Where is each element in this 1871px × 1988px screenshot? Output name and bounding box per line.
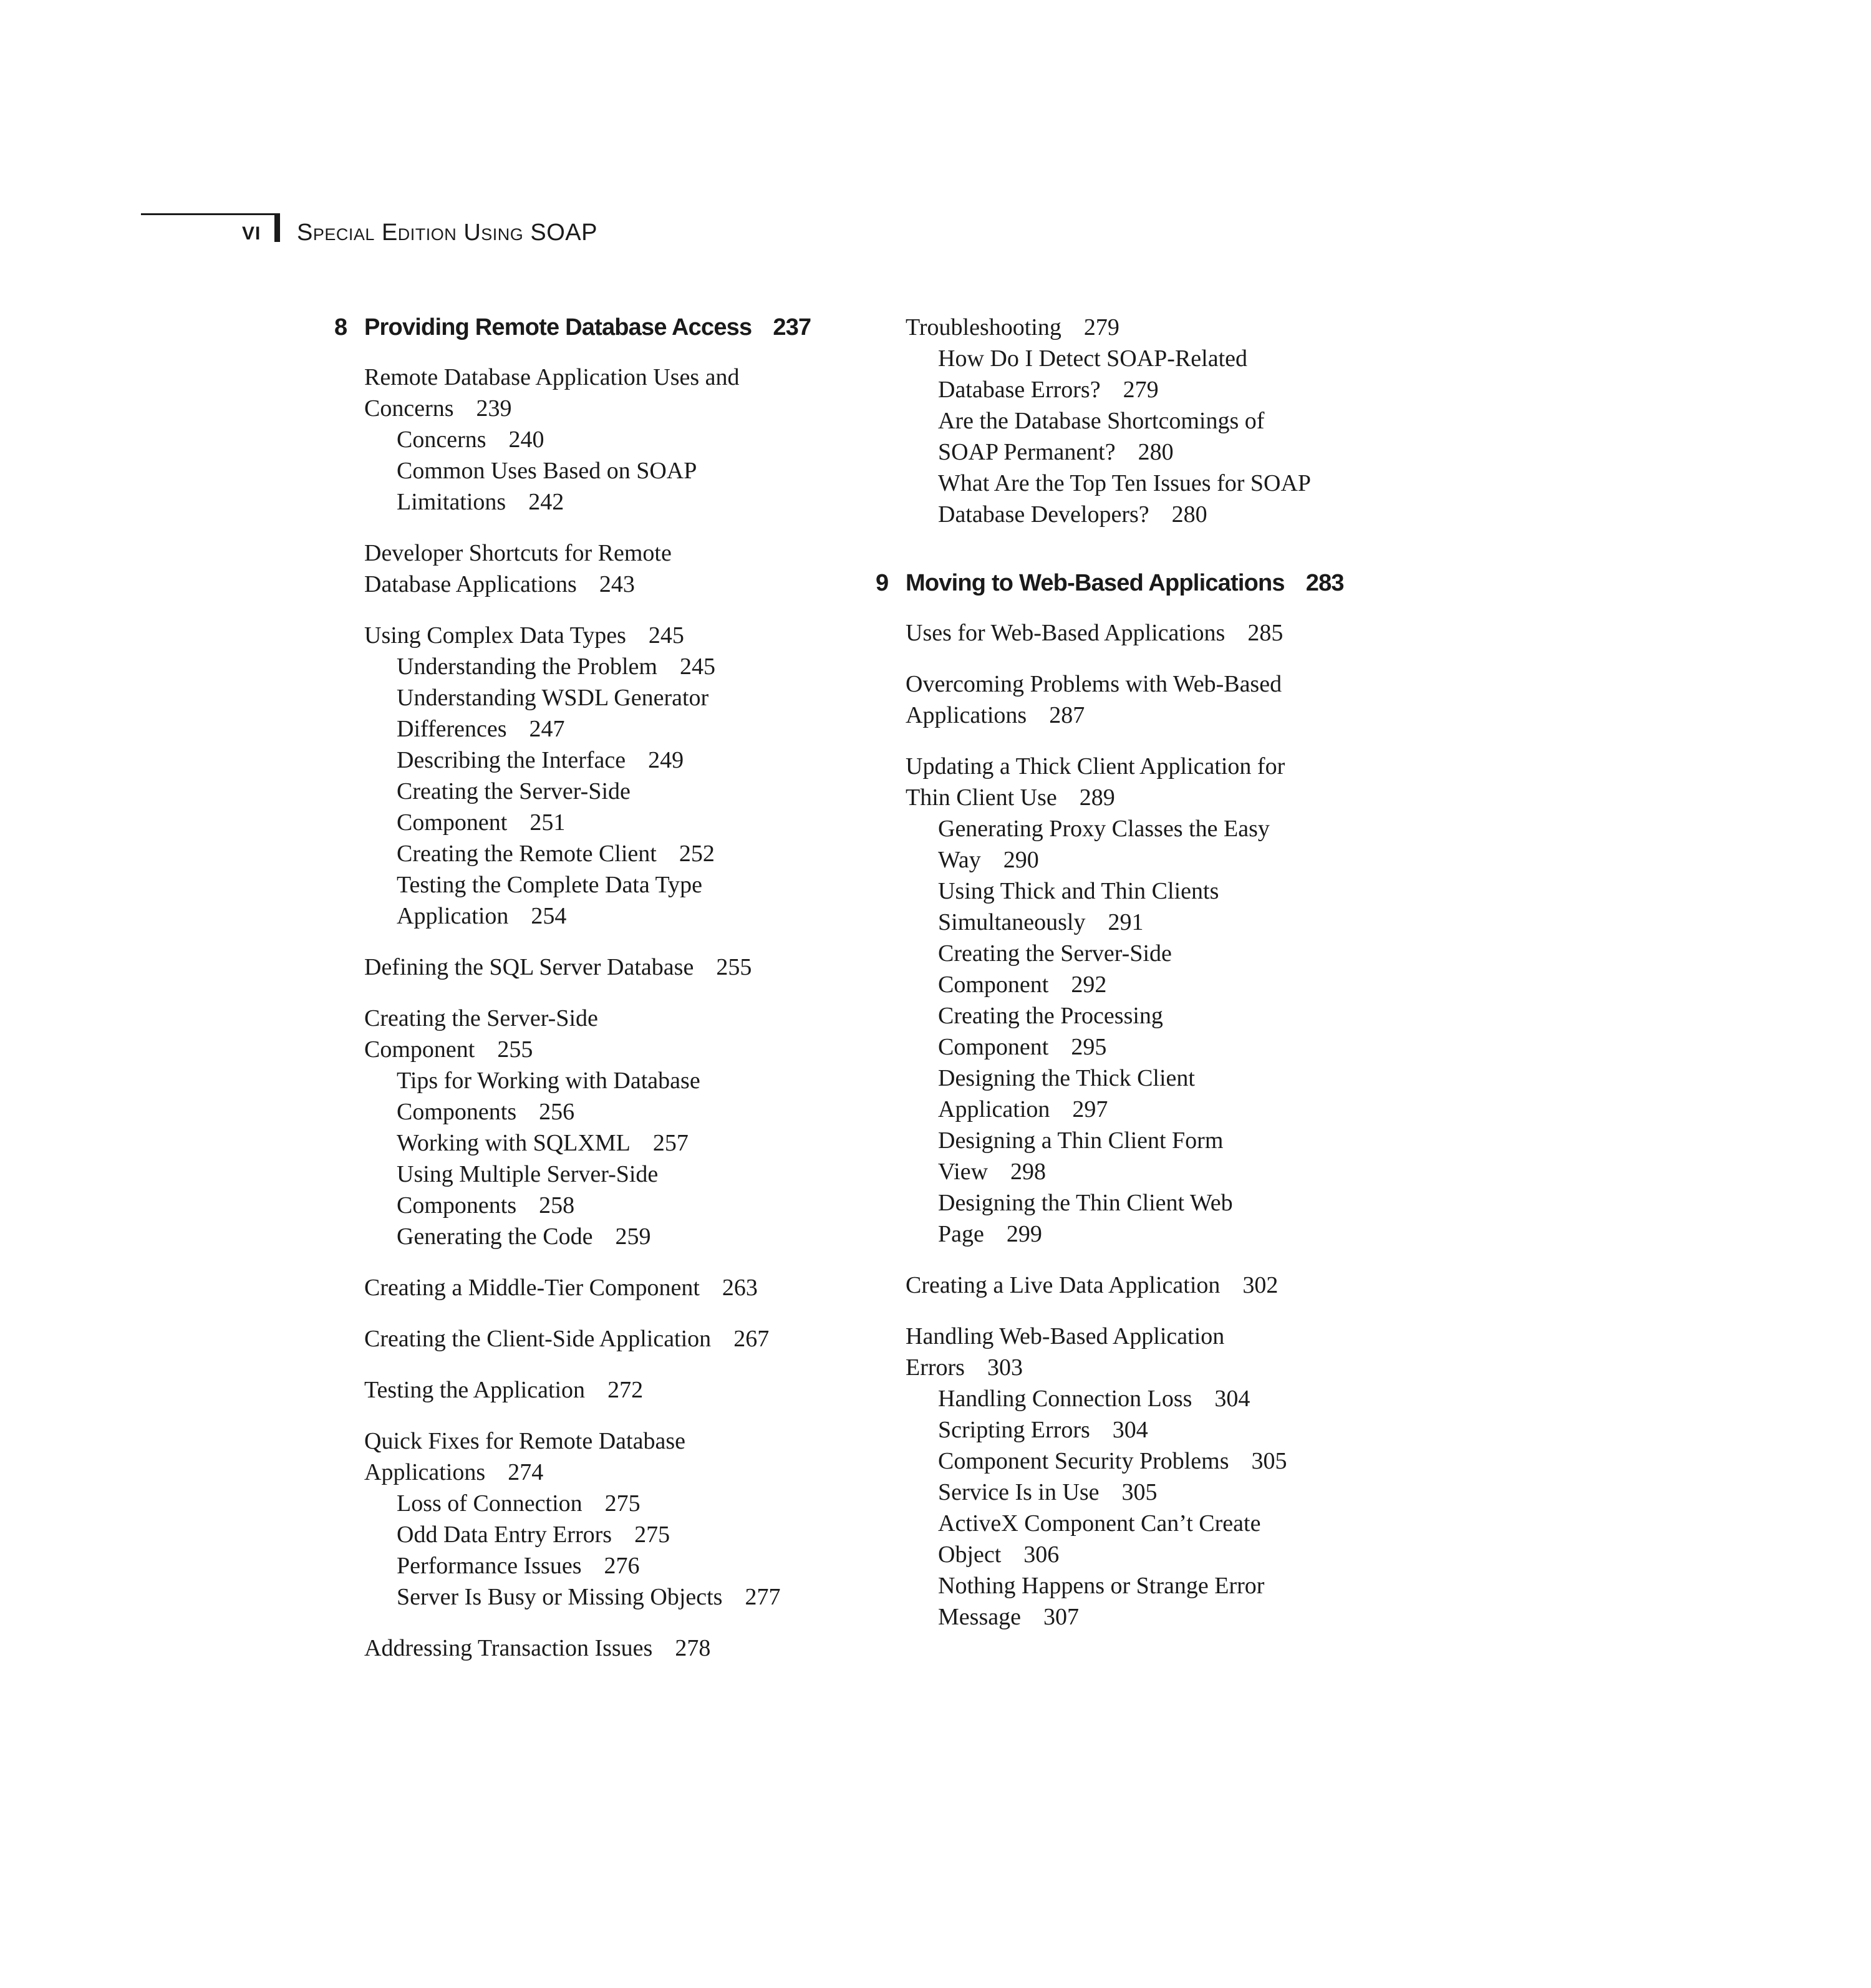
- entry-page-number: 279: [1123, 377, 1159, 403]
- entry-page-number: 259: [615, 1223, 651, 1250]
- toc-section-entry: [334, 1374, 833, 1406]
- toc-subsection-entry: [334, 1127, 833, 1159]
- entry-page-number: 255: [716, 954, 752, 980]
- entry-text: Scripting Errors: [938, 1417, 1090, 1443]
- entry-page-number: 305: [1251, 1448, 1287, 1474]
- entry-text: Loss of Connection: [397, 1490, 583, 1517]
- toc-section-entry: [334, 1323, 833, 1354]
- entry-page-number: 243: [599, 571, 635, 597]
- entry-text: Creating the Server-Side: [397, 778, 631, 804]
- entry-text: Creating the Server-Side: [364, 1005, 598, 1031]
- entry-text: Creating the Remote Client: [397, 841, 657, 867]
- entry-text: Creating a Middle-Tier Component: [364, 1275, 700, 1301]
- entry-text: Creating the Client-Side Application: [364, 1326, 712, 1352]
- entry-page-number: 257: [652, 1130, 689, 1156]
- toc-subsection-entry: [334, 682, 833, 745]
- entry-text: Page: [938, 1221, 984, 1247]
- entry-text: Designing the Thin Client Web: [938, 1190, 1233, 1216]
- entry-text: ActiveX Component Can’t Create: [938, 1510, 1261, 1537]
- entry-text: Application: [938, 1096, 1050, 1122]
- entry-page-number: 258: [539, 1192, 575, 1218]
- entry-text: Developer Shortcuts for Remote: [364, 540, 672, 566]
- entry-text: Server Is Busy or Missing Objects: [397, 1584, 723, 1610]
- entry-text: Using Multiple Server-Side: [397, 1161, 659, 1187]
- entry-page-number: 245: [648, 622, 684, 649]
- toc-subsection-entry: [334, 1159, 833, 1221]
- entry-page-number: 291: [1108, 909, 1144, 935]
- entry-page-number: 240: [508, 427, 544, 453]
- entry-text: Components: [397, 1099, 517, 1125]
- toc-section-entry: [334, 1272, 833, 1303]
- toc-subsection-entry: [876, 1508, 1375, 1570]
- entry-page-number: 280: [1138, 439, 1174, 465]
- entry-page-number: 302: [1242, 1272, 1279, 1298]
- entry-text: Understanding the Problem: [397, 654, 657, 680]
- entry-text: Common Uses Based on SOAP: [397, 458, 697, 484]
- entry-text: Quick Fixes for Remote Database: [364, 1428, 685, 1454]
- entry-page-number: 298: [1010, 1159, 1047, 1185]
- chapter-heading: [334, 312, 833, 343]
- entry-text: Odd Data Entry Errors: [397, 1522, 612, 1548]
- entry-page-number: 287: [1049, 702, 1085, 728]
- entry-page-number: 295: [1071, 1034, 1107, 1060]
- entry-text: Addressing Transaction Issues: [364, 1635, 653, 1661]
- entry-text: Simultaneously: [938, 909, 1086, 935]
- entry-text: Nothing Happens or Strange Error: [938, 1573, 1265, 1599]
- toc-section-entry: [334, 1633, 833, 1664]
- entry-page-number: 279: [1083, 314, 1119, 340]
- chapter-number: 8: [334, 314, 347, 340]
- entry-text: Working with SQLXML: [397, 1130, 631, 1156]
- entry-page-number: 304: [1112, 1417, 1148, 1443]
- entry-text: Creating the Server-Side: [938, 940, 1172, 967]
- toc-entry-list: [876, 312, 1375, 530]
- toc-section-entry: [334, 1426, 833, 1488]
- entry-text: Are the Database Shortcomings of: [938, 408, 1265, 434]
- toc-subsection-entry: [876, 1383, 1375, 1414]
- entry-page-number: 252: [679, 841, 715, 867]
- entry-text: Overcoming Problems with Web-Based: [906, 671, 1282, 697]
- entry-text: Database Applications: [364, 571, 577, 597]
- toc-subsection-entry: [876, 1063, 1375, 1125]
- entry-text: Performance Issues: [397, 1553, 582, 1579]
- chapter-title: Moving to Web-Based Applications: [906, 570, 1285, 596]
- entry-text: Component: [938, 1034, 1049, 1060]
- toc-subsection-entry: [876, 813, 1375, 876]
- entry-page-number: 307: [1043, 1604, 1079, 1630]
- entry-text: SOAP Permanent?: [938, 439, 1116, 465]
- entry-page-number: 247: [529, 716, 565, 742]
- entry-page-number: 299: [1006, 1221, 1042, 1247]
- toc-section-entry: [334, 620, 833, 651]
- entry-text: Concerns: [364, 395, 454, 422]
- entry-text: Applications: [906, 702, 1027, 728]
- entry-text: Concerns: [397, 427, 486, 453]
- toc-subsection-entry: [876, 938, 1375, 1000]
- chapter-heading: [876, 567, 1375, 599]
- entry-page-number: 306: [1023, 1542, 1060, 1568]
- toc-subsection-entry: [876, 876, 1375, 938]
- entry-page-number: 255: [497, 1036, 533, 1063]
- entry-page-number: 239: [476, 395, 512, 422]
- entry-text: Object: [938, 1542, 1002, 1568]
- toc-subsection-entry: [334, 1065, 833, 1127]
- entry-text: Way: [938, 847, 981, 873]
- entry-text: Message: [938, 1604, 1021, 1630]
- entry-text: Database Errors?: [938, 377, 1101, 403]
- entry-text: Handling Web-Based Application: [906, 1323, 1225, 1349]
- chapter-page: 237: [773, 314, 811, 340]
- toc-subsection-entry: [334, 869, 833, 932]
- toc-section-entry: [876, 617, 1375, 649]
- entry-text: Thin Client Use: [906, 784, 1057, 811]
- entry-page-number: 267: [733, 1326, 770, 1352]
- entry-text: Uses for Web-Based Applications: [906, 620, 1226, 646]
- toc-subsection-entry: [876, 1445, 1375, 1477]
- entry-text: Designing the Thick Client: [938, 1065, 1195, 1091]
- entry-text: Application: [397, 903, 509, 929]
- chapter-number: 9: [876, 570, 889, 596]
- entry-text: Creating the Processing: [938, 1003, 1163, 1029]
- entry-page-number: 242: [528, 489, 564, 515]
- toc-subsection-entry: [876, 468, 1375, 530]
- toc-subsection-entry: [876, 405, 1375, 468]
- entry-text: Using Thick and Thin Clients: [938, 878, 1219, 904]
- toc-subsection-entry: [876, 1125, 1375, 1187]
- entry-page-number: 245: [679, 654, 715, 680]
- toc-subsection-entry: [334, 455, 833, 518]
- entry-text: Testing the Application: [364, 1377, 586, 1403]
- entry-text: Testing the Complete Data Type: [397, 872, 702, 898]
- entry-page-number: 272: [607, 1377, 644, 1403]
- toc-subsection-entry: [334, 1550, 833, 1581]
- chapter-page: 283: [1305, 570, 1344, 596]
- entry-text: Using Complex Data Types: [364, 622, 626, 649]
- entry-page-number: 303: [987, 1354, 1023, 1381]
- header-rule: [141, 213, 279, 215]
- toc-subsection-entry: [876, 1477, 1375, 1508]
- entry-text: View: [938, 1159, 989, 1185]
- entry-page-number: 251: [529, 809, 566, 836]
- entry-text: Errors: [906, 1354, 965, 1381]
- toc-section-entry: [876, 312, 1375, 343]
- toc-subsection-entry: [334, 1488, 833, 1519]
- toc-subsection-entry: [334, 1221, 833, 1252]
- entry-page-number: 280: [1171, 501, 1207, 528]
- entry-text: Component: [938, 972, 1049, 998]
- entry-page-number: 275: [634, 1522, 670, 1548]
- entry-text: Designing a Thin Client Form: [938, 1127, 1224, 1154]
- entry-text: How Do I Detect SOAP-Related: [938, 345, 1248, 372]
- entry-text: What Are the Top Ten Issues for SOAP: [938, 470, 1312, 496]
- entry-text: Describing the Interface: [397, 747, 626, 773]
- entry-page-number: 277: [745, 1584, 781, 1610]
- entry-page-number: 254: [531, 903, 567, 929]
- entry-page-number: 276: [604, 1553, 640, 1579]
- entry-page-number: 278: [675, 1635, 711, 1661]
- toc-section-entry: [334, 952, 833, 983]
- entry-page-number: 285: [1247, 620, 1284, 646]
- entry-text: Component: [397, 809, 508, 836]
- running-head-title: Special Edition Using SOAP: [297, 220, 597, 246]
- toc-subsection-entry: [876, 343, 1375, 405]
- toc-subsection-entry: [876, 1187, 1375, 1250]
- toc-subsection-entry: [334, 745, 833, 776]
- entry-page-number: 304: [1214, 1386, 1250, 1412]
- toc-section-entry: [876, 1270, 1375, 1301]
- entry-page-number: 275: [604, 1490, 641, 1517]
- entry-text: Creating a Live Data Application: [906, 1272, 1221, 1298]
- entry-text: Components: [397, 1192, 517, 1218]
- toc-section-entry: [876, 751, 1375, 813]
- entry-text: Limitations: [397, 489, 506, 515]
- entry-text: Understanding WSDL Generator: [397, 685, 709, 711]
- toc-subsection-entry: [334, 1519, 833, 1550]
- entry-text: Component Security Problems: [938, 1448, 1229, 1474]
- entry-page-number: 289: [1079, 784, 1115, 811]
- entry-text: Database Developers?: [938, 501, 1149, 528]
- entry-page-number: 290: [1003, 847, 1039, 873]
- entry-text: Updating a Thick Client Application for: [906, 753, 1285, 779]
- toc-section-entry: [334, 538, 833, 600]
- entry-page-number: 249: [648, 747, 684, 773]
- toc-subsection-entry: [334, 776, 833, 838]
- entry-text: Handling Connection Loss: [938, 1386, 1192, 1412]
- entry-text: Service Is in Use: [938, 1479, 1100, 1505]
- entry-text: Generating the Code: [397, 1223, 593, 1250]
- entry-page-number: 263: [722, 1275, 758, 1301]
- toc-subsection-entry: [876, 1000, 1375, 1063]
- entry-text: Tips for Working with Database: [397, 1068, 700, 1094]
- toc-subsection-entry: [876, 1414, 1375, 1445]
- toc-right-column: [876, 312, 1375, 1633]
- entry-page-number: 297: [1072, 1096, 1108, 1122]
- toc-entry-list: [876, 617, 1375, 1633]
- entry-text: Generating Proxy Classes the Easy: [938, 816, 1270, 842]
- toc-subsection-entry: [334, 838, 833, 869]
- entry-page-number: 305: [1121, 1479, 1158, 1505]
- toc-section-entry: [876, 668, 1375, 731]
- entry-page-number: 274: [508, 1459, 544, 1485]
- entry-text: Component: [364, 1036, 475, 1063]
- toc-entry-list: [334, 362, 833, 1664]
- entry-text: Differences: [397, 716, 507, 742]
- entry-text: Remote Database Application Uses and: [364, 364, 740, 390]
- entry-text: Applications: [364, 1459, 486, 1485]
- entry-text: Troubleshooting: [906, 314, 1061, 340]
- entry-text: Defining the SQL Server Database: [364, 954, 694, 980]
- toc-section-entry: [334, 362, 833, 424]
- page-folio: VI: [242, 223, 261, 244]
- toc-subsection-entry: [334, 651, 833, 682]
- chapter-title: Providing Remote Database Access: [364, 314, 752, 340]
- entry-page-number: 292: [1071, 972, 1107, 998]
- toc-left-column: [334, 312, 833, 1664]
- entry-page-number: 256: [539, 1099, 575, 1125]
- toc-subsection-entry: [334, 1581, 833, 1613]
- toc-subsection-entry: [334, 424, 833, 455]
- toc-section-entry: [876, 1321, 1375, 1383]
- toc-subsection-entry: [876, 1570, 1375, 1633]
- header-bar: [274, 213, 280, 242]
- toc-section-entry: [334, 1003, 833, 1065]
